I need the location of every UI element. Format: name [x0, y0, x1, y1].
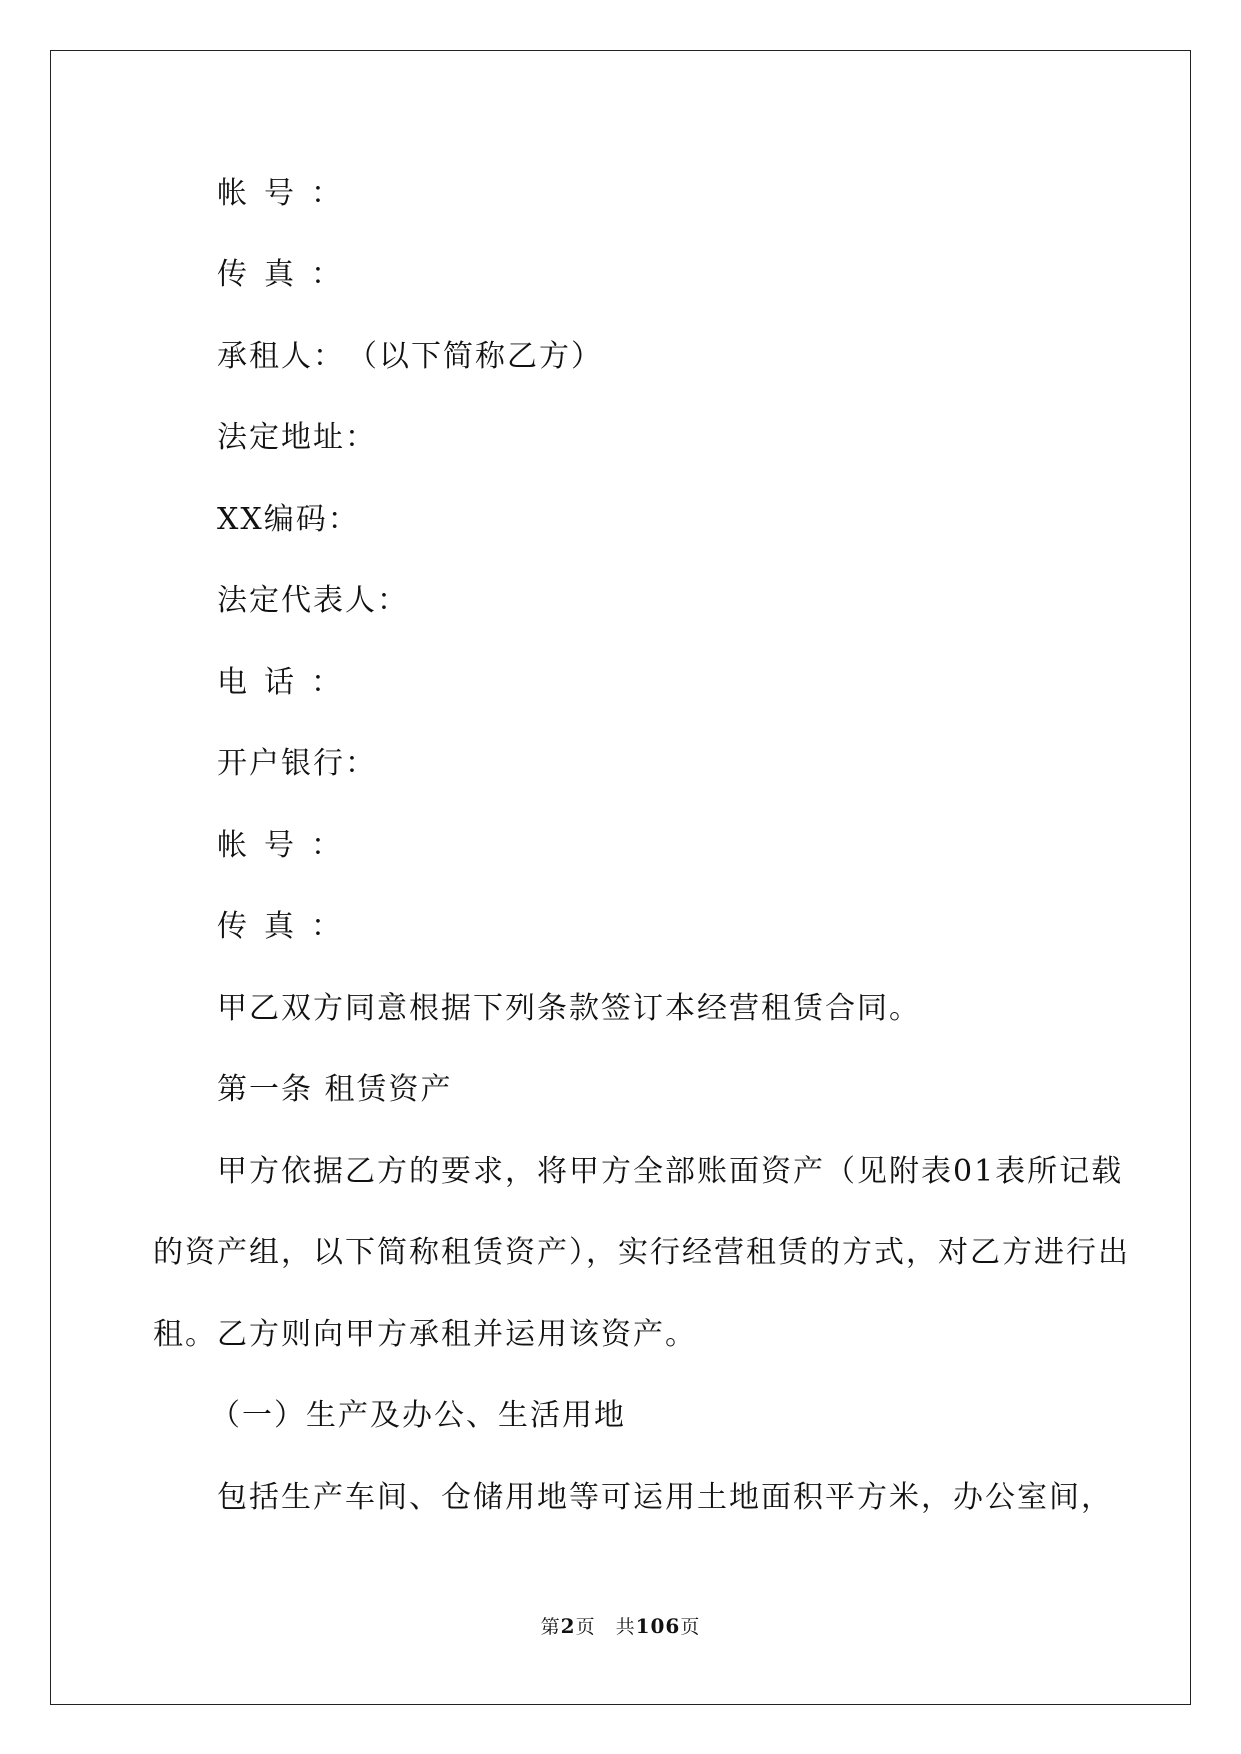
fax-label-1: 传真：	[217, 257, 358, 292]
postal-code-label: XX编码：	[217, 502, 360, 537]
account-label-2: 帐号：	[217, 828, 358, 863]
paragraph-line-2: 的资产组，以下简称租赁资产），实行经营租赁的方式，对乙方进行出	[153, 1235, 1130, 1270]
footer-mid: 页 共	[575, 1616, 636, 1638]
bank-label: 开户银行：	[217, 746, 377, 781]
paragraph-line-4: 包括生产车间、仓储用地等可运用土地面积平方米，办公室间，	[217, 1480, 1113, 1515]
account-label-1: 帐号：	[217, 176, 358, 211]
article-one-heading: 第一条 租赁资产	[217, 1072, 453, 1107]
footer-prefix: 第	[540, 1616, 561, 1638]
legal-address-label: 法定地址：	[217, 420, 377, 455]
paragraph-line-1: 甲方依据乙方的要求，将甲方全部账面资产（见附表01表所记载	[217, 1154, 1124, 1189]
lessee-line: 承租人： （以下简称乙方）	[217, 339, 603, 374]
legal-representative-label: 法定代表人：	[217, 583, 409, 618]
page-footer	[0, 1614, 1241, 1639]
footer-suffix: 页	[680, 1616, 701, 1638]
footer-page-number: 2	[560, 1614, 576, 1638]
section-one-heading: （一）生产及办公、生活用地	[210, 1398, 626, 1433]
phone-label: 电话：	[217, 665, 358, 700]
page-border	[50, 50, 1191, 1705]
paragraph-line-3: 租。乙方则向甲方承租并运用该资产。	[153, 1317, 697, 1352]
agreement-sentence: 甲乙双方同意根据下列条款签订本经营租赁合同。	[217, 991, 921, 1026]
fax-label-2: 传真：	[217, 909, 358, 944]
footer-total-pages: 106	[635, 1614, 681, 1638]
